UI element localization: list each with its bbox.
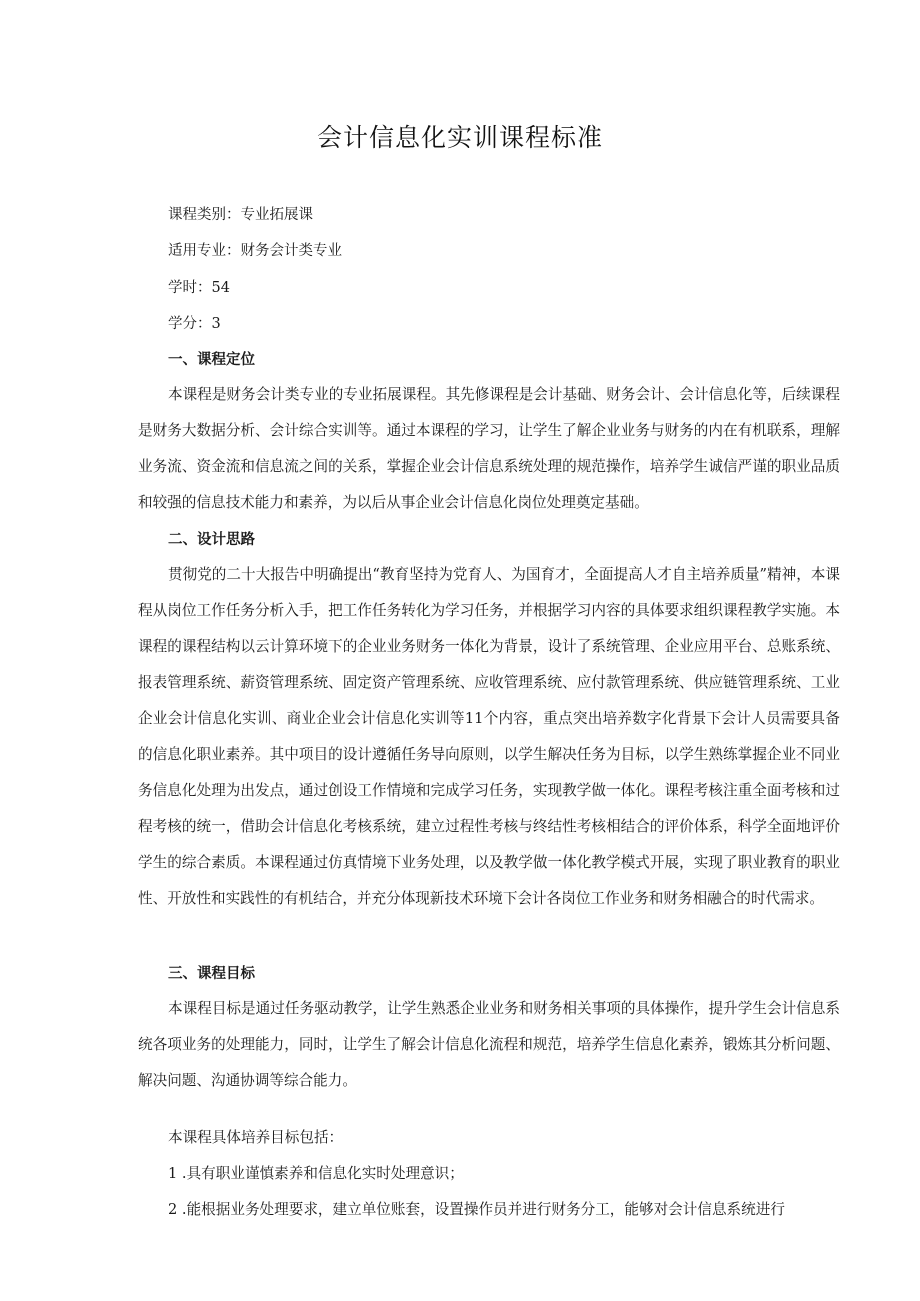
goal-item-1: 1 .具有职业谨慎素养和信息化实时处理意识； xyxy=(168,1165,464,1182)
section-heading-objectives: 三、课程目标 xyxy=(168,966,255,982)
applicable-major: 适用专业：财务会计类专业 xyxy=(168,243,342,259)
credits: 学分：3 xyxy=(168,316,221,332)
class-hours: 学时：54 xyxy=(168,280,230,296)
page-title: 会计信息化实训课程标准 xyxy=(316,123,603,152)
goals-intro: 本课程具体培养目标包括： xyxy=(168,1129,344,1146)
section-paragraph-positioning: 本课程是财务会计类专业的专业拓展课程。其先修课程是会计基础、财务会计、会计信息化等，后续课程是财务大数据分析、会计综合实训等。通过本课程的学习，让学生了解企业业务与财务的内在有机联系，理解业务流、资金流和信息流之间的关系，掌握企业会计信息系统处理的规范操作，培养学生诚信严谨的职业品质和较强的信息技术能力和素养，为以后从事企业会计信息化岗位处理奠定基础。 xyxy=(138,386,840,511)
course-category: 课程类别：专业拓展课 xyxy=(168,207,313,223)
section-heading-design: 二、设计思路 xyxy=(168,532,255,548)
section-heading-positioning: 一、课程定位 xyxy=(168,352,255,368)
goal-item-2: 2 .能根据业务处理要求，建立单位账套，设置操作员并进行财务分工，能够对会计信息系统进行 xyxy=(168,1201,785,1218)
section-paragraph-objectives: 本课程目标是通过任务驱动教学，让学生熟悉企业业务和财务相关事项的具体操作，提升学生会计信息系统各项业务的处理能力，同时，让学生了解会计信息化流程和规范，培养学生信息化素养，锻炼其分析问题、解决问题、沟通协调等综合能力。 xyxy=(138,1000,840,1089)
section-paragraph-design: 贯彻党的二十大报告中明确提出“教育坚持为党育人、为国育才，全面提高人才自主培养质量”精神，本课程从岗位工作任务分析入手，把工作任务转化为学习任务，并根据学习内容的具体要求组织课程教学实施。本课程的课程结构以云计算环境下的企业业务财务一体化为背景，设计了系统管理、企业应用平台、总账系统、报表管理系统、薪资管理系统、固定资产管理系统、应收管理系统、应付款管理系统、供应链管理系统、工业企业会计信息化实训、商业企业会计信息化实训等11个内容，重点突出培养数字化背景下会计人员需要具备的信息化职业素养。其中项目的设计遵循任务导向原则，以学生解决任务为目标，以学生熟练掌握企业不同业务信息化处理为出发点，通过创设工作情境和完成学习任务，实现教学做一体化。课程考核注重全面考核和过程考核的统一，借助会计信息化考核系统，建立过程性考核与终结性考核相结合的评价体系，科学全面地评价学生的综合素质。本课程通过仿真情境下业务处理，以及教学做一体化教学模式开展，实现了职业教育的职业性、开放性和实践性的有机结合，并充分体现新技术环境下会计各岗位工作业务和财务相融合的时代需求。 xyxy=(138,566,840,907)
